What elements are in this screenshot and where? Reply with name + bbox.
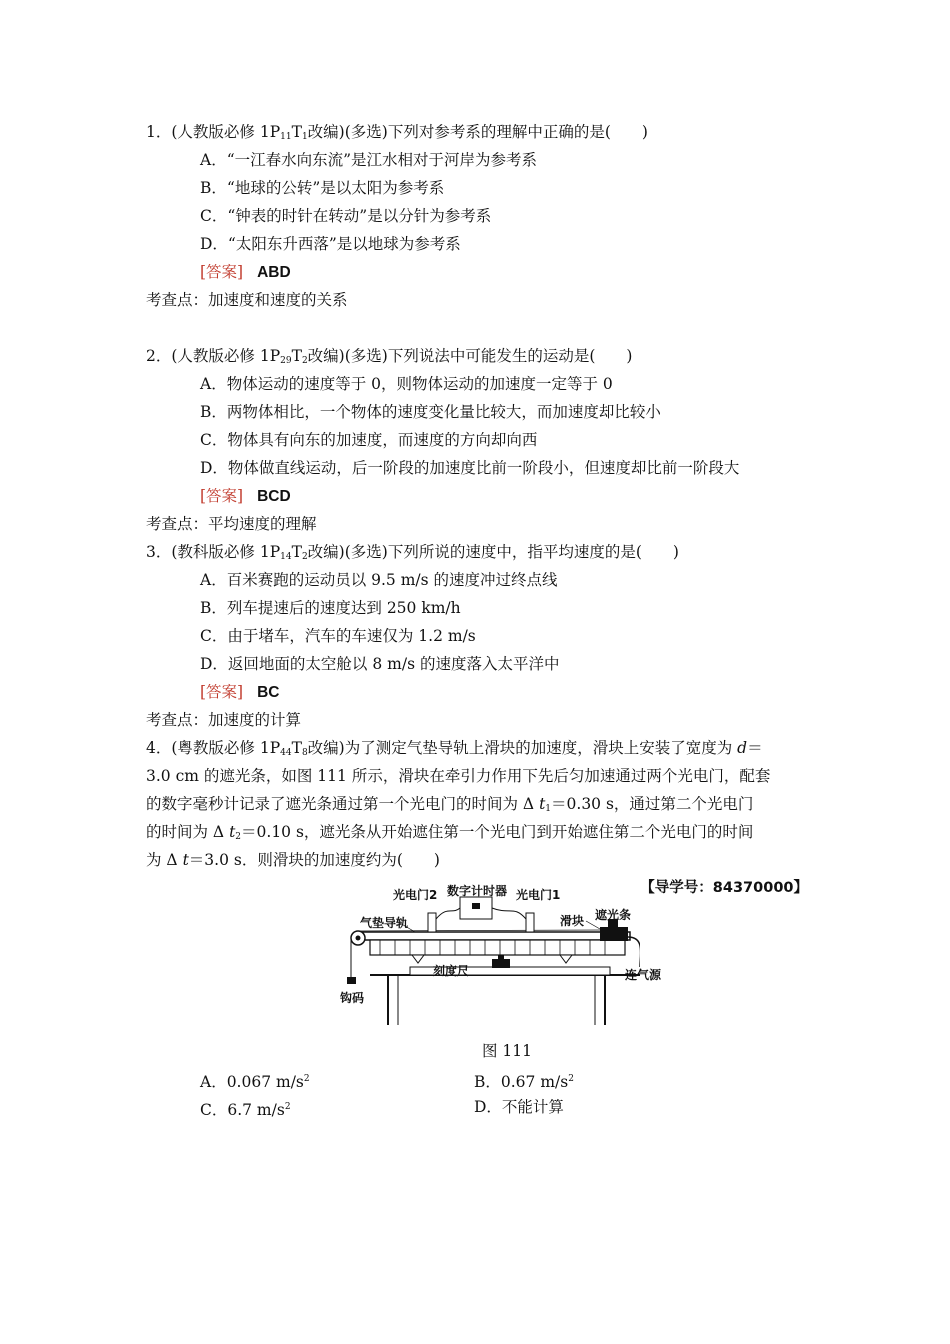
figure-caption: 图 111 [482,1042,533,1060]
q4-stem-line4: 的时间为 Δ $t_2=0.10$ s，遮光条从开始遮住第一个光电门到开始遮住第二个光电门的时间 [146,823,754,842]
q1-option-a: A．“一江春水向东流”是江水相对于河岸为参考系 [200,151,538,169]
label-air: 连气源 [625,968,662,982]
q1-answer: [答案] ABD [200,263,291,281]
topic-3: 考查点：平均速度的理解 [146,515,317,533]
q2-option-c: C．物体具有向东的加速度，而速度的方向却向西 [200,431,538,449]
q3-option-c: C．由于堵车，汽车的车速仅为 1.2 m/s [200,627,476,645]
q1-option-d: D．“太阳东升西落”是以地球为参考系 [200,235,461,253]
q4-option-a: A．0.067 $m/s^2$ [200,1073,310,1091]
q4-stem-line2: 3.0 cm 的遮光条，如图 111 所示，滑块在牵引力作用下先后匀加速通过两个光电门，配套 [146,767,771,785]
q4-option-c: C．6.7 $m/s^2$ [200,1101,291,1119]
q2-option-b: B．两物体相比，一个物体的速度变化量比较大，而加速度却比较小 [200,403,661,421]
label-ruler: 刻度尺 [433,964,470,978]
q2-answer: [答案] BCD [200,487,291,505]
q3-stem: 3．(教科版必修 $1P_{14}T_2$改编)(多选)下列所说的速度中，指平均速度的是( ) [146,543,679,562]
guide-number: 【导学号：84370000】 [640,880,808,896]
q4-option-d: D．不能计算 [474,1098,564,1116]
q3-option-a: A．百米赛跑的运动员以 9.5 m/s 的速度冲过终点线 [200,571,558,589]
label-weight: 钩码 [340,991,365,1005]
q2-stem: 2．(人教版必修 $1P_{29}T_2$改编)(多选)下列说法中可能发生的运动是( ) [146,347,633,366]
topic-2: 考查点：加速度和速度的关系 [146,291,348,309]
label-timer: 数字计时器 [447,884,508,898]
q3-option-d: D．返回地面的太空舱以 8 m/s 的速度落入太平洋中 [200,655,560,673]
topic-4: 考查点：加速度的计算 [146,711,302,729]
q1-option-c: C．“钟表的时针在转动”是以分针为参考系 [200,207,492,225]
q1-option-b: B．“地球的公转”是以太阳为参考系 [200,179,445,197]
label-slider: 滑块 [560,914,585,928]
q2-option-d: D．物体做直线运动，后一阶段的加速度比前一阶段小，但速度却比前一阶段大 [200,459,740,477]
q4-option-b: B．0.67 $m/s^2$ [474,1073,574,1091]
label-strip: 遮光条 [595,908,632,922]
label-gate1: 光电门1 [516,888,561,902]
q4-stem-line5: 为 Δ t＝3.0 s．则滑块的加速度约为( ) [146,851,440,869]
label-rail: 气垫导轨 [360,916,409,930]
q4-stem-line1: 4．(粤教版必修 $1P_{44}T_8$改编)为了测定气垫导轨上滑块的加速度，滑块上安装了宽度为 d＝ [146,739,763,758]
q3-option-b: B．列车提速后的速度达到 250 km/h [200,599,461,617]
q1-stem: 1．(人教版必修 $1P_{11}T_1$改编)(多选)下列对参考系的理解中正确的是( ) [146,123,648,142]
q4-stem-line3: 的数字毫秒计记录了遮光条通过第一个光电门的时间为 Δ $t_1=0.30$ s，通过第二个光电门 [146,795,754,814]
label-gate2: 光电门2 [393,888,438,902]
q3-answer: [答案] BC [200,683,280,701]
q2-option-a: A．物体运动的速度等于 0，则物体运动的加速度一定等于 0 [200,375,613,393]
